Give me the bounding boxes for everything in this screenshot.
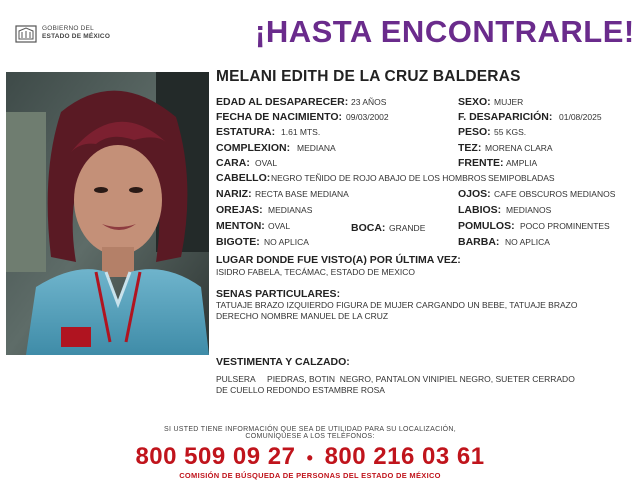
distinguishing-marks-text <box>216 300 626 322</box>
phone-numbers <box>0 443 620 471</box>
phone-number-1[interactable]: 800 509 09 27 <box>135 443 296 470</box>
sex-label: SEXO: <box>458 96 491 108</box>
clothing-text <box>216 374 626 396</box>
age-value: 23 AÑOS <box>351 97 387 107</box>
hair-label: CABELLO: <box>216 172 271 184</box>
complexion-label: TEZ: <box>458 142 482 154</box>
contact-instructions-line1: SI USTED TIENE INFORMACIÓN QUE SEA DE UTILIDAD PARA SU LOCALIZACIÓN, <box>163 426 457 433</box>
distinguishing-marks-line2: DERECHO NOMBRE MANUEL DE LA CRUZ <box>216 311 389 321</box>
logo-text-line1: GOBIERNO DEL <box>42 25 94 32</box>
lips-label: LABIOS: <box>458 204 502 216</box>
eyebrows-value: SEMIPOBLADAS <box>488 173 555 183</box>
forehead-value: AMPLIA <box>506 158 538 168</box>
birthdate-label: FECHA DE NACIMIENTO: <box>216 111 342 123</box>
disappearance-date-value: 01/08/2025 <box>559 112 602 122</box>
person-name: MELANI EDITH DE LA CRUZ BALDERAS <box>216 68 521 85</box>
disappearance-date-label: F. DESAPARICIÓN: <box>458 111 553 123</box>
missing-person-photo <box>6 72 209 355</box>
mustache-label: BIGOTE: <box>216 236 260 248</box>
build-value: MEDIANA <box>297 143 336 153</box>
logo-text-line2: ESTADO DE MÉXICO <box>42 33 111 40</box>
headline: ¡HASTA ENCONTRARLE! <box>255 14 635 49</box>
distinguishing-marks-line1: TATUAJE BRAZO IZQUIERDO FIGURA DE MUJER CARGANDO UN BEBE, TATUAJE BRAZO <box>216 300 578 310</box>
chin-label: MENTON: <box>216 220 265 232</box>
height-label: ESTATURA: <box>216 126 276 138</box>
mouth-value: GRANDE <box>389 223 426 233</box>
agency-name: COMISIÓN DE BÚSQUEDA DE PERSONAS DEL ESTADO DE MÉXICO <box>179 471 441 480</box>
lips-value: MEDIANOS <box>506 205 552 215</box>
sex-value: MUJER <box>494 97 524 107</box>
mouth-label: BOCA: <box>351 222 386 234</box>
beard-value: NO APLICA <box>505 237 550 247</box>
eyes-label: OJOS: <box>458 188 491 200</box>
beard-label: BARBA: <box>458 236 500 248</box>
nose-label: NARIZ: <box>216 188 252 200</box>
last-seen-value: ISIDRO FABELA, TECÁMAC, ESTADO DE MEXICO <box>216 267 416 277</box>
distinguishing-marks-label: SENAS PARTICULARES: <box>216 288 341 300</box>
hair-value: NEGRO TEÑIDO DE ROJO ABAJO DE LOS HOMBROS <box>271 173 487 183</box>
clothing-line2: DE CUELLO REDONDO ESTAMBRE ROSA <box>216 385 385 395</box>
phone-separator: • <box>306 448 314 468</box>
age-label: EDAD AL DESAPARECER: <box>216 96 349 108</box>
build-label: COMPLEXION: <box>216 142 291 154</box>
last-seen-label: LUGAR DONDE FUE VISTO(A) POR ÚLTIMA VEZ: <box>216 254 461 266</box>
contact-instructions <box>0 426 620 440</box>
height-value: 1.61 MTS. <box>281 127 321 137</box>
ears-value: MEDIANAS <box>268 205 313 215</box>
eyes-value: CAFE OBSCUROS MEDIANOS <box>494 189 616 199</box>
contact-instructions-line2: COMUNÍQUESE A LOS TELÉFONOS: <box>245 433 375 440</box>
mustache-value: NO APLICA <box>264 237 309 247</box>
complexion-value: MORENA CLARA <box>485 143 553 153</box>
nose-value: RECTA BASE MEDIANA <box>255 189 349 199</box>
face-label: CARA: <box>216 157 250 169</box>
clothing-line1: PULSERA PIEDRAS, BOTIN NEGRO, PANTALON VINIPIEL NEGRO, SUETER CERRADO <box>216 374 575 384</box>
state-seal-icon <box>14 22 38 46</box>
weight-value: 55 KGS. <box>494 127 527 137</box>
cheekbones-label: POMULOS: <box>458 220 515 232</box>
forehead-label: FRENTE: <box>458 157 504 169</box>
clothing-label: VESTIMENTA Y CALZADO: <box>216 356 350 368</box>
face-value: OVAL <box>255 158 278 168</box>
ears-label: OREJAS: <box>216 204 263 216</box>
state-government-logo <box>14 22 124 46</box>
weight-label: PESO: <box>458 126 491 138</box>
birthdate-value: 09/03/2002 <box>346 112 389 122</box>
cheekbones-value: POCO PROMINENTES <box>520 221 610 231</box>
chin-value: OVAL <box>268 221 291 231</box>
phone-number-2[interactable]: 800 216 03 61 <box>324 443 485 470</box>
